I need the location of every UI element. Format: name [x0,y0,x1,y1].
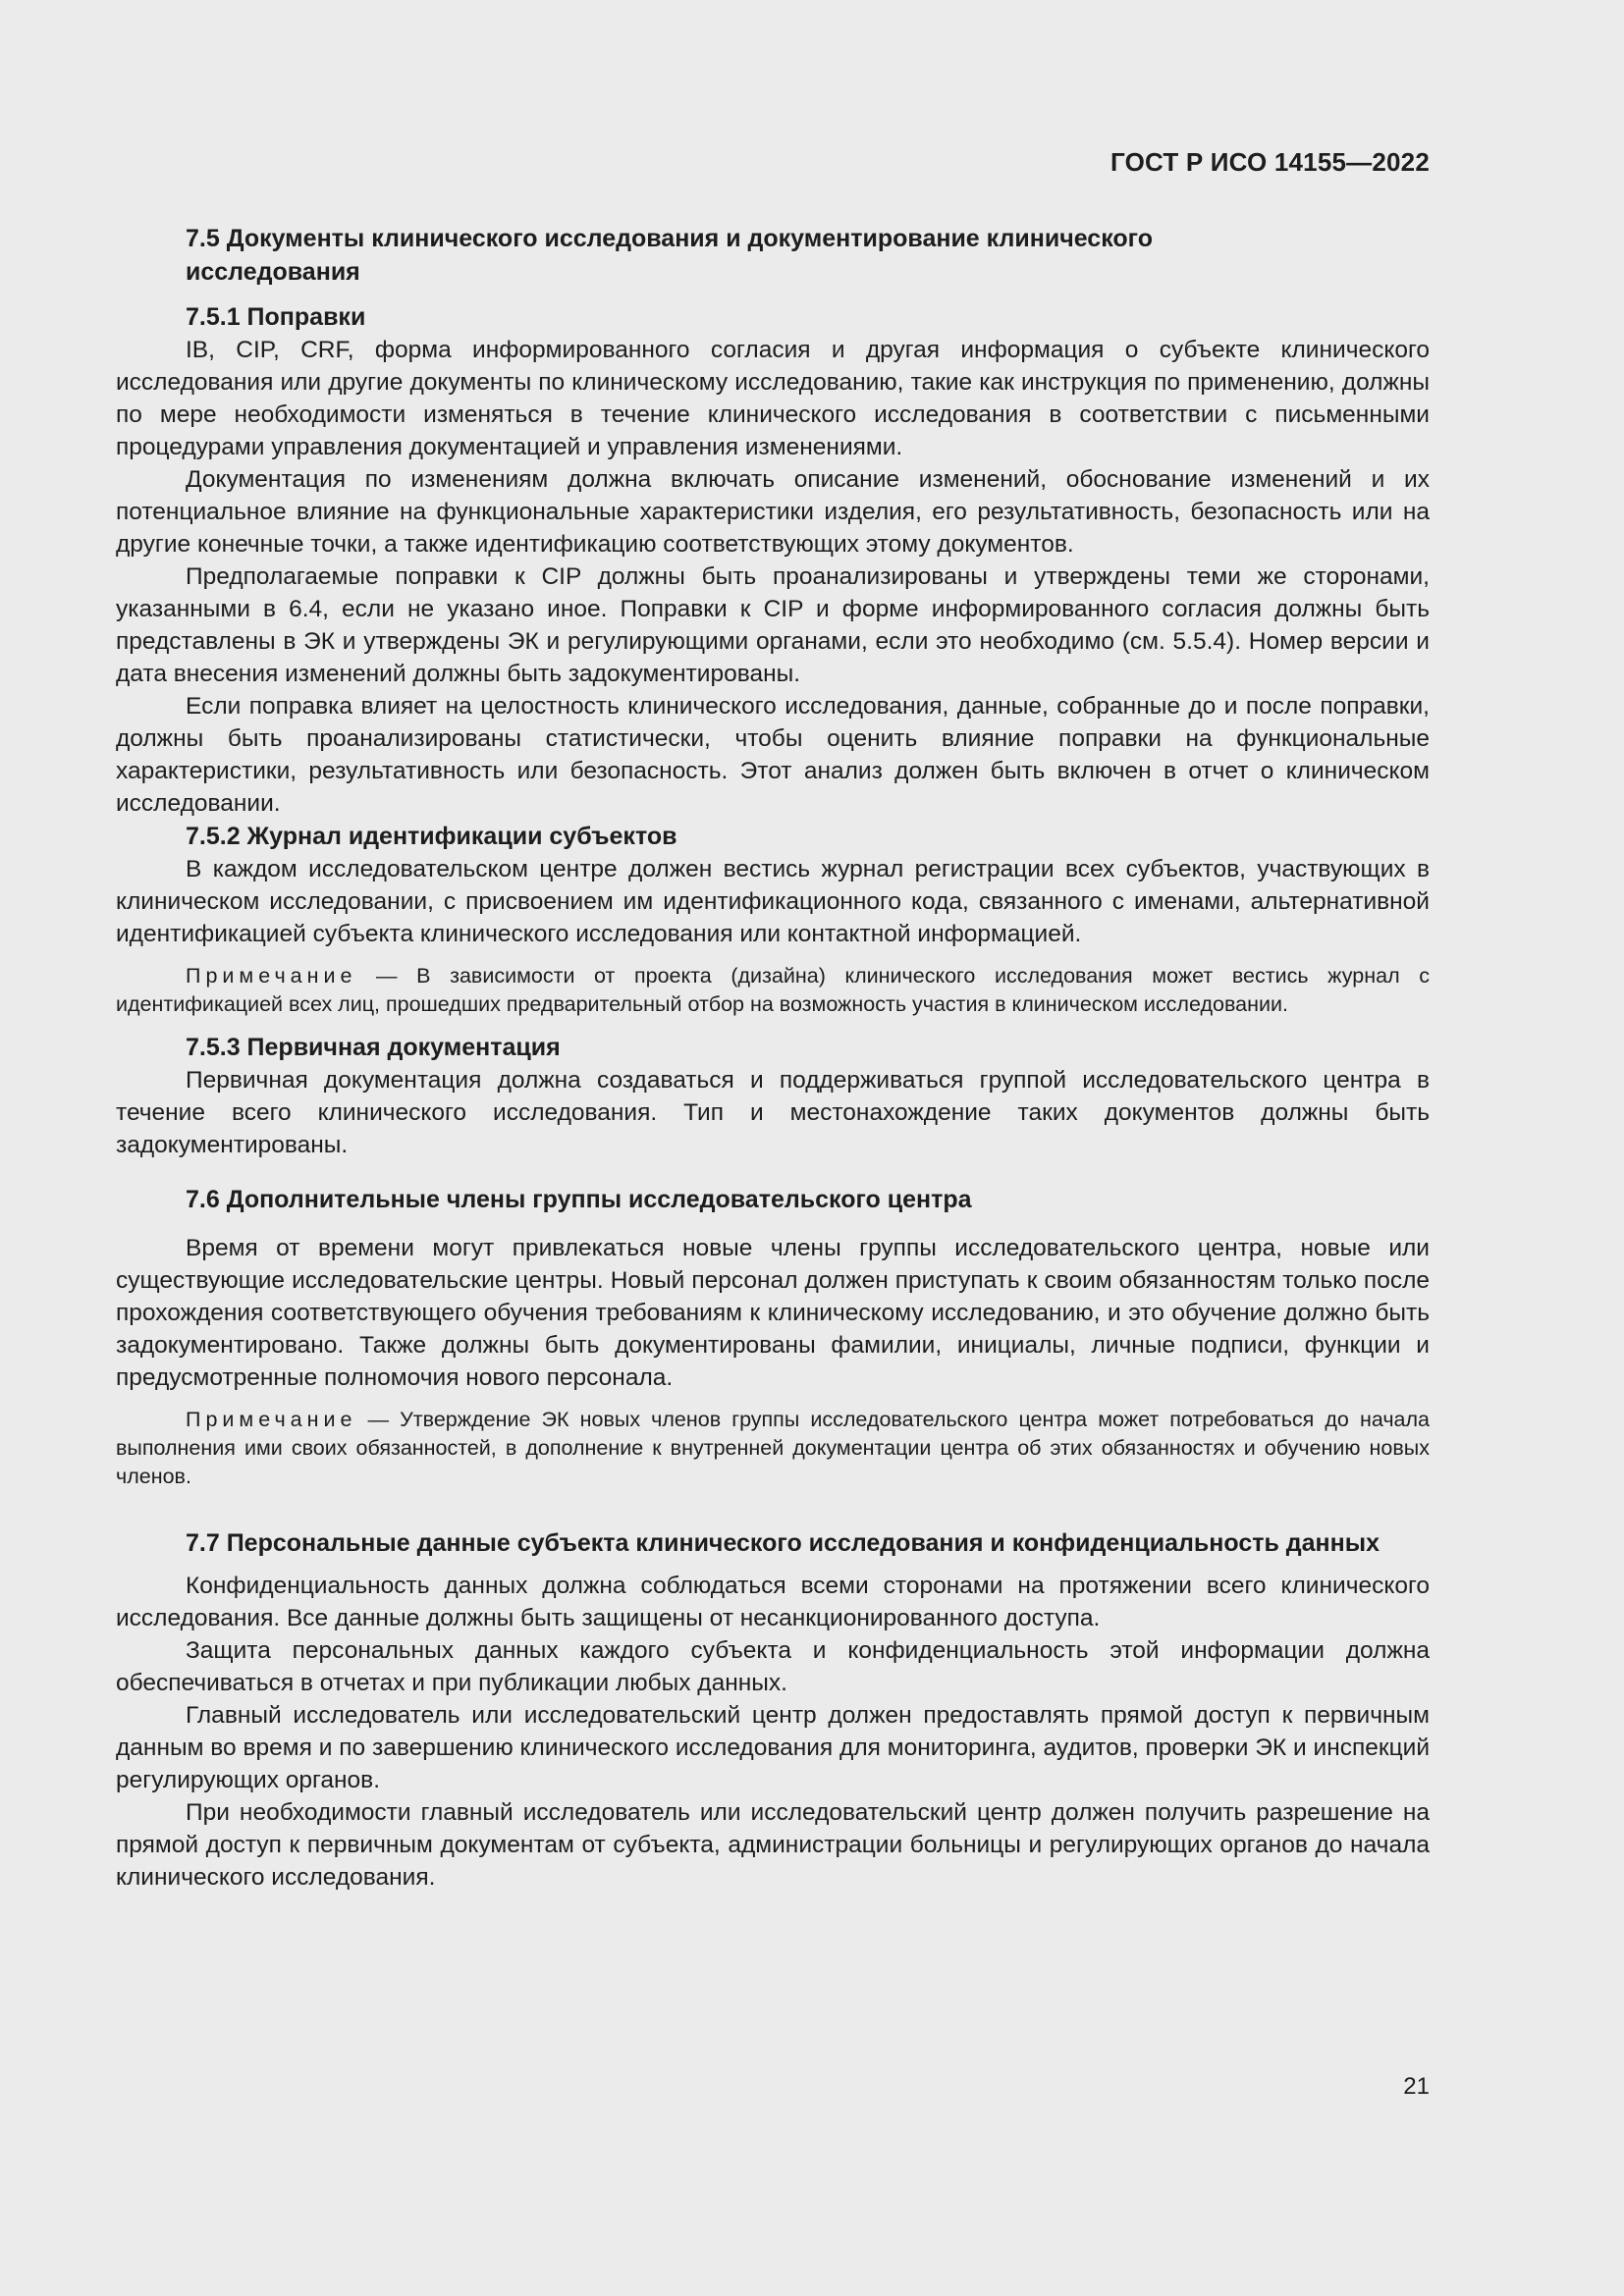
section-7-5-1-paragraph-2: Документация по изменениям должна включать описание изменений, обоснование изменений и их потенциальное влияние на функциональные характеристики изделия, его результативность, безопасность или на другие конечные точки, а также идентификацию соответствующих этому документов. [116,466,1430,558]
section-7-5-1-paragraph-4: Если поправка влияет на целостность клинического исследования, данные, собранные до и после поправки, должны быть проанализированы статистически, чтобы оценить влияние поправки на функциональные характеристики, результативность или безопасность. Этот анализ должен быть включен в отчет о клиническом исследовании. [116,693,1430,817]
note-label: Примечание [186,1408,357,1431]
section-7-5-3-title: 7.5.3 Первичная документация [186,1034,561,1061]
note-text: — Утверждение ЭК новых членов группы исследовательского центра может потребоваться до начала выполнения ими своих обязанностей, в дополнение к внутренней документации центра об этих обязанностях и обучению новых членов. [116,1408,1430,1488]
section-7-7-paragraph-2: Защита персональных данных каждого субъекта и конфиденциальность этой информации должна обеспечиваться в отчетах и при публикации любых данных. [116,1637,1430,1696]
section-7-6-paragraph-1: Время от времени могут привлекаться новые члены группы исследовательского центра, новые или существующие исследовательские центры. Новый персонал должен приступать к своим обязанностям только после прохождения соответствующего обучения требованиям к клиническому исследованию, и это обучение должно быть задокументировано. Также должны быть документированы фамилии, инициалы, личные подписи, функции и предусмотренные полномочия нового персонала. [116,1235,1430,1391]
section-7-7-paragraph-3: Главный исследователь или исследовательский центр должен предоставлять прямой доступ к первичным данным во время и по завершению клинического исследования для мониторинга, аудитов, проверки ЭК и инспекций регулирующих органов. [116,1702,1430,1793]
section-7-7-paragraph-1: Конфиденциальность данных должна соблюдаться всеми сторонами на протяжении всего клинического исследования. Все данные должны быть защищены от несанкционированного доступа. [116,1573,1430,1631]
section-7-5-1-paragraph-1: IB, CIP, CRF, форма информированного согласия и другая информация о субъекте клинического исследования или другие документы по клиническому исследованию, такие как инструкция по применению, должны по мере необходимости изменяться в течение клинического исследования в соответствии с письменными процедурами управления документацией и управления изменениями. [116,337,1430,460]
document-code-header: ГОСТ Р ИСО 14155—2022 [1110,147,1430,177]
section-7-5-2-paragraph-1: В каждом исследовательском центре должен вестись журнал регистрации всех субъектов, участвующих в клиническом исследовании, с присвоением им идентификационного кода, связанного с именами, альтернативной идентификацией субъекта клинического исследования или контактной информацией. [116,856,1430,947]
section-7-7-paragraph-4: При необходимости главный исследователь или исследовательский центр должен получить разрешение на прямой доступ к первичным документам от субъекта, администрации больницы и регулирующих органов до начала клинического исследования. [116,1799,1430,1891]
section-7-6-title: 7.6 Дополнительные члены группы исследовательского центра [186,1186,972,1213]
note-label: Примечание [186,964,357,988]
note-text: — В зависимости от проекта (дизайна) клинического исследования может вестись журнал с идентификацией всех лиц, прошедших предварительный отбор на возможность участия в клиническом исследовании. [116,964,1430,1016]
section-7-7-title: 7.7 Персональные данные субъекта клинического исследования и конфиденциальность данных [186,1529,1380,1557]
section-7-5-2-title: 7.5.2 Журнал идентификации субъектов [186,823,677,850]
page-number: 21 [1403,2073,1430,2100]
section-7-6-note [116,1406,1430,1491]
section-7-5-title: 7.5 Документы клинического исследования и документирование клинического исследования [186,225,1153,286]
section-7-5-2-note [116,962,1430,1019]
section-7-5-3-paragraph-1: Первичная документация должна создаваться и поддерживаться группой исследовательского центра в течение всего клинического исследования. Тип и местонахождение таких документов должны быть задокументированы. [116,1067,1430,1158]
section-7-5-1-title: 7.5.1 Поправки [186,303,366,331]
section-7-5-1-paragraph-3: Предполагаемые поправки к CIP должны быть проанализированы и утверждены теми же сторонами, указанными в 6.4, если не указано иное. Поправки к CIP и форме информированного согласия должны быть представлены в ЭК и утверждены ЭК и регулирующими органами, если это необходимо (см. 5.5.4). Номер версии и дата внесения изменений должны быть задокументированы. [116,563,1430,687]
document-body [116,222,1430,1894]
